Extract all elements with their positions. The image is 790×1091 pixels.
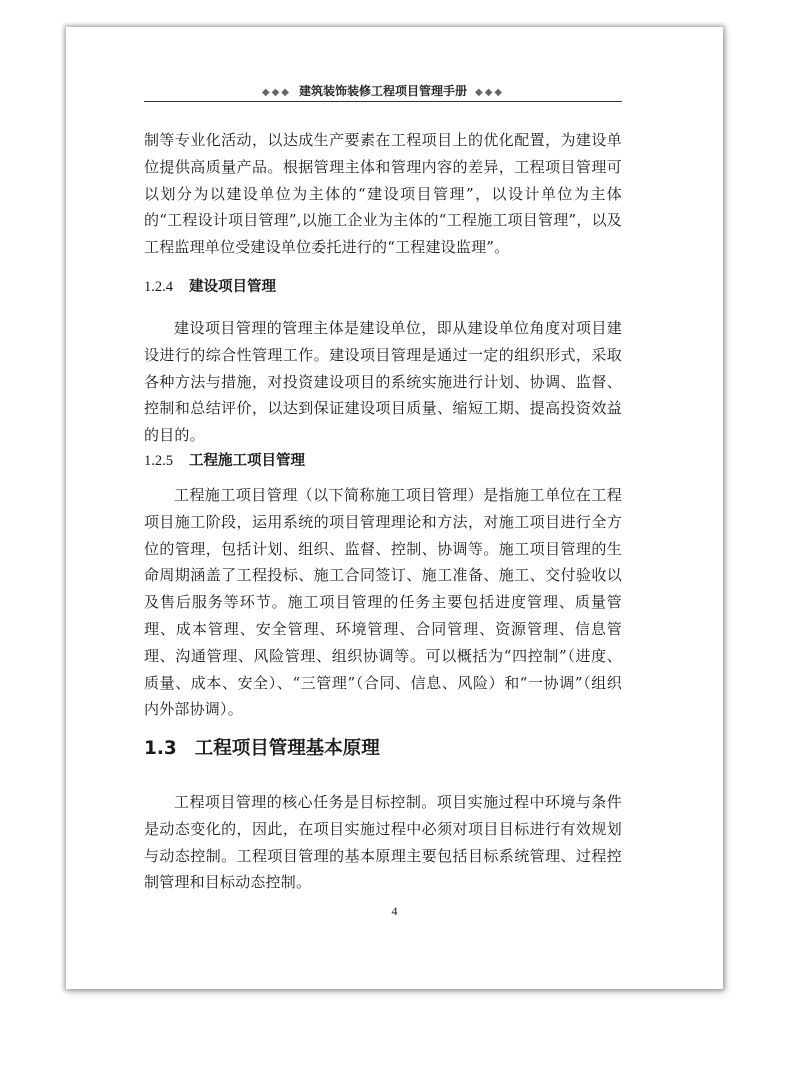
section-title: 工程项目管理基本原理 <box>194 738 380 759</box>
section-heading-1-2-4 <box>144 277 276 297</box>
diamond-ornament-icon: ◆◆◆ <box>475 87 505 98</box>
section-title: 建设项目管理 <box>189 278 276 295</box>
book-page <box>66 27 723 989</box>
section-title: 工程施工项目管理 <box>189 452 305 469</box>
section-number: 1.2.5 <box>144 453 173 469</box>
diamond-ornament-icon: ◆◆◆ <box>261 87 291 98</box>
paragraph-construction-project-management: 建设项目管理的管理主体是建设单位，即从建设单位角度对项目建设进行的综合性管理工作。建设项目管理是通过一定的组织形式，采取各种方法与措施，对投资建设项目的系统实施进行计划、协调、监督、控制和总结评价，以达到保证建设项目质量、缩短工期、提高投资效益的目的。 <box>144 319 622 445</box>
book-title: 建筑装饰装修工程项目管理手册 <box>298 84 467 98</box>
chapter-heading-1-3 <box>144 737 380 761</box>
page-number: 4 <box>391 904 398 918</box>
running-header <box>144 83 622 102</box>
section-number: 1.2.4 <box>144 279 173 295</box>
paragraph-construction-contractor-management: 工程施工项目管理（以下简称施工项目管理）是指施工单位在工程项目施工阶段，运用系统的项目管理理论和方法，对施工项目进行全方位的管理，包括计划、组织、监督、控制、协调等。施工项目管理的生命周期涵盖了工程投标、施工合同签订、施工准备、施工、交付验收以及售后服务等环节。施工项目管理的任务主要包括进度管理、质量管理、成本管理、安全管理、环境管理、合同管理、资源管理、信息管理、沟通管理、风险管理、组织协调等。可以概括为“四控制”（进度、质量、成本、安全）、“三管理”（合同、信息、风险）和“一协调”（组织内外部协调）。 <box>144 486 622 719</box>
paragraph-basic-principles: 工程项目管理的核心任务是目标控制。项目实施过程中环境与条件是动态变化的，因此，在项目实施过程中必须对项目目标进行有效规划与动态控制。工程项目管理的基本原理主要包括目标系统管理、过程控制管理和目标动态控制。 <box>144 793 622 892</box>
section-heading-1-2-5 <box>144 451 305 471</box>
section-number: 1.3 <box>144 738 177 759</box>
paragraph-continued: 制等专业化活动，以达成生产要素在工程项目上的优化配置，为建设单位提供高质量产品。根据管理主体和管理内容的差异，工程项目管理可以划分为以建设单位为主体的“建设项目管理”，以设计单位为主体的“工程设计项目管理”,以施工企业为主体的“工程施工项目管理”，以及工程监理单位受建设单位委托进行的“工程建设监理”。 <box>144 131 622 257</box>
